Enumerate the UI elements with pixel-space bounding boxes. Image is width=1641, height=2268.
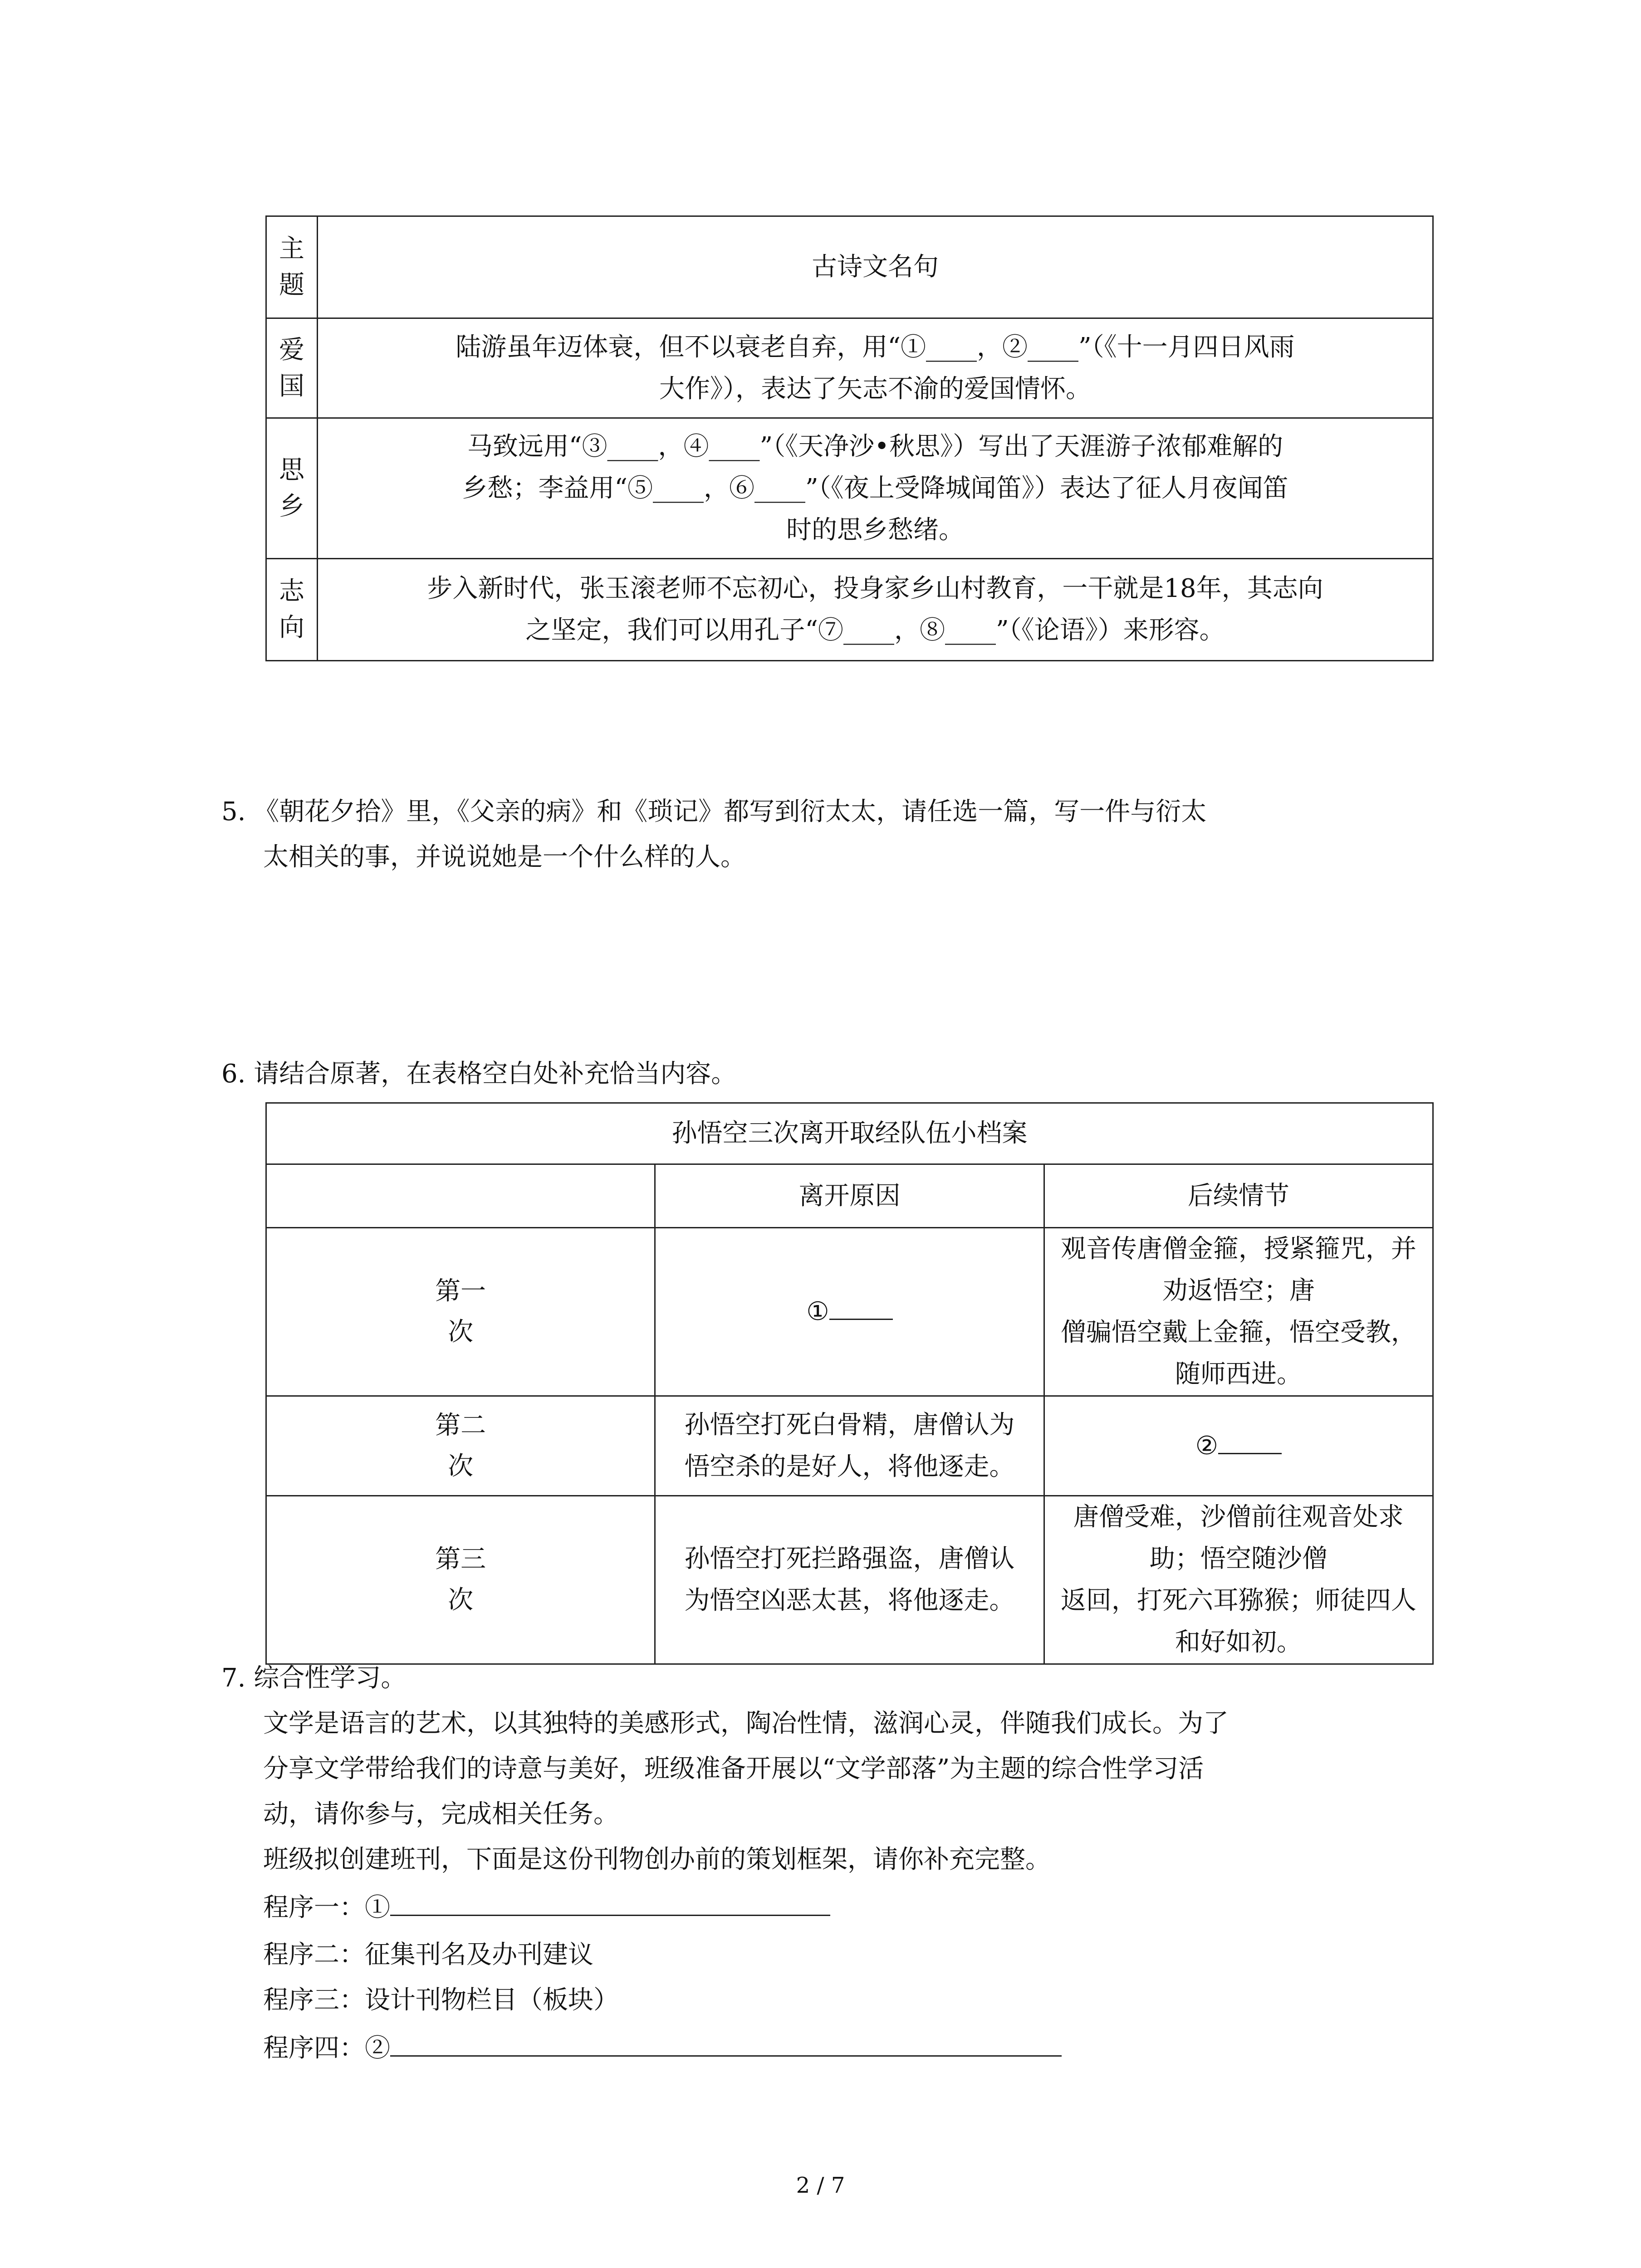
second-time: 第二 次	[266, 1396, 655, 1496]
first-time: 第一 次	[266, 1228, 655, 1396]
question-7-paragraph-1: 文学是语言的艺术，以其独特的美感形式，陶冶性情，滋润心灵，伴随我们成长。为了	[263, 1709, 1229, 1738]
third-time: 第三 次	[266, 1496, 655, 1664]
quote-cell: 陆游虽年迈体衰，但不以衰老自弃，用“①____，②____”（《十一月四日风雨 大作》），表达了矢志不渝的爱国情怀。	[318, 318, 1433, 418]
step-2: 程序二：征集刊名及办刊建议	[263, 1940, 593, 1970]
table-row	[266, 1396, 1433, 1496]
theme-patriotism: 爱 国	[266, 318, 318, 418]
empty-header-cell	[266, 1164, 655, 1228]
table-row	[266, 1496, 1433, 1664]
answer-blank[interactable]	[1218, 1426, 1282, 1454]
reason-cell: ①	[655, 1228, 1044, 1396]
step-1-answer-line[interactable]	[390, 1885, 830, 1916]
wukong-table-title: 孙悟空三次离开取经队伍小档案	[266, 1103, 1433, 1164]
question-7-title: 7. 综合性学习。	[221, 1663, 407, 1693]
poetry-table-header	[266, 216, 1433, 318]
question-7-paragraph-2: 分享文学带给我们的诗意与美好，班级准备开展以“文学部落”为主题的综合性学习活	[263, 1754, 1204, 1784]
reason-cell: 孙悟空打死白骨精，唐僧认为 悟空杀的是好人，将他逐走。	[655, 1396, 1044, 1496]
theme-header: 主 题	[266, 216, 318, 318]
question-5-line1: 5. 《朝花夕拾》里，《父亲的病》和《琐记》都写到衍太太，请任选一篇，写一件与衍太	[221, 797, 1207, 826]
table-row	[266, 418, 1433, 559]
question-5-line2: 太相关的事，并说说她是一个什么样的人。	[263, 842, 746, 872]
follow-cell: ②	[1044, 1396, 1433, 1496]
follow-header: 后续情节	[1044, 1164, 1433, 1228]
reason-cell: 孙悟空打死拦路强盗，唐僧认 为悟空凶恶太甚，将他逐走。	[655, 1496, 1044, 1664]
quote-cell: 马致远用“③____，④____”（《天净沙•秋思》）写出了天涯游子浓郁难解的 乡愁；李益用“⑤____，⑥____”（《夜上受降城闻笛》）表达了征人月夜闻笛 时的思乡愁绪。	[318, 418, 1433, 559]
poetry-table	[265, 215, 1434, 661]
step-3: 程序三：设计刊物栏目（板块）	[263, 1985, 619, 2015]
follow-cell: 唐僧受难，沙僧前往观音处求助；悟空随沙僧 返回，打死六耳猕猴；师徒四人和好如初。	[1044, 1496, 1433, 1664]
answer-blank[interactable]	[829, 1291, 893, 1320]
step-1: 程序一：①	[263, 1885, 830, 1931]
theme-homesick: 思 乡	[266, 418, 318, 559]
step-4-answer-line[interactable]	[390, 2025, 1062, 2057]
quote-header: 古诗文名句	[318, 216, 1433, 318]
theme-ambition: 志 向	[266, 559, 318, 661]
page-number: 2 / 7	[796, 2173, 845, 2198]
reason-header: 离开原因	[655, 1164, 1044, 1228]
wukong-table	[265, 1102, 1434, 1665]
table-row	[266, 559, 1433, 661]
question-6-prompt: 6. 请结合原著，在表格空白处补充恰当内容。	[221, 1059, 737, 1089]
question-7-paragraph-4: 班级拟创建班刊，下面是这份刊物创办前的策划框架，请你补充完整。	[263, 1845, 1051, 1874]
table-row	[266, 318, 1433, 418]
question-7-paragraph-3: 动，请你参与，完成相关任务。	[263, 1799, 619, 1829]
step-4: 程序四：②	[263, 2025, 1062, 2071]
follow-cell: 观音传唐僧金箍，授紧箍咒，并劝返悟空；唐 僧骗悟空戴上金箍，悟空受教，随师西进。	[1044, 1228, 1433, 1396]
quote-cell: 步入新时代，张玉滚老师不忘初心，投身家乡山村教育，一干就是18年，其志向 之坚定，我们可以用孔子“⑦____，⑧____”（《论语》）来形容。	[318, 559, 1433, 661]
table-row	[266, 1228, 1433, 1396]
